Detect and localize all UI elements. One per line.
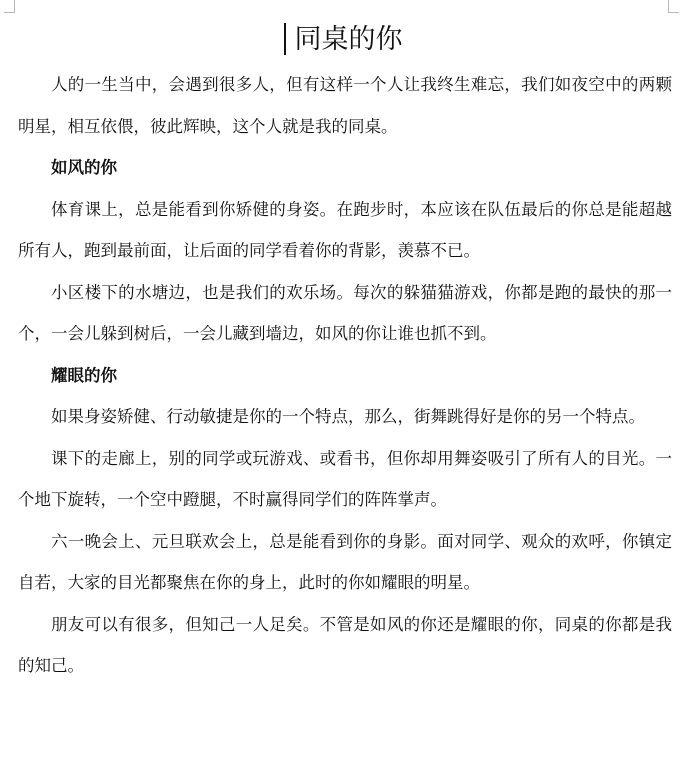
paragraph-dance-trait[interactable]: 如果身姿矫健、行动敏捷是你的一个特点，那么，街舞跳得好是你的另一个特点。	[51, 407, 645, 426]
document-title[interactable]: 同桌的你	[294, 24, 403, 55]
paragraph-pe-class[interactable]: 体育课上，总是能看到你矫健的身姿。在跑步时，本应该在队伍最后的你总是能超越所有人，跑到最前面，让后面的同学看着你的背影，羡慕不已。	[18, 199, 672, 260]
paragraph-corridor-dance[interactable]: 课下的走廊上，别的同学或玩游戏、或看书，但你却用舞姿吸引了所有人的目光。一个地下旋转，一个空中蹬腿，不时赢得同学们的阵阵掌声。	[18, 448, 672, 509]
section-heading-windlike[interactable]: 如风的你	[51, 158, 117, 177]
document-body[interactable]	[18, 64, 672, 687]
page-corner-mark-left	[4, 0, 15, 13]
paragraph-party-stage[interactable]: 六一晚会上、元旦联欢会上，总是能看到你的身影。面对同学、观众的欢呼，你镇定自若，大家的目光都聚焦在你的身上，此时的你如耀眼的明星。	[18, 531, 672, 592]
paragraph-conclusion[interactable]: 朋友可以有很多，但知己一人足矣。不管是如风的你还是耀眼的你，同桌的你都是我的知己。	[18, 614, 672, 675]
section-heading-dazzling[interactable]: 耀眼的你	[51, 365, 117, 385]
paragraph-pond-game[interactable]: 小区楼下的水塘边，也是我们的欢乐场。每次的躲猫猫游戏，你都是跑的最快的那一个，一会儿躲到树后，一会儿藏到墙边，如风的你让谁也抓不到。	[18, 282, 672, 343]
page-corner-mark-right	[668, 0, 679, 13]
paragraph-intro[interactable]: 人的一生当中，会遇到很多人，但有这样一个人让我终生难忘，我们如夜空中的两颗明星，相互依偎，彼此辉映，这个人就是我的同桌。	[18, 75, 672, 136]
